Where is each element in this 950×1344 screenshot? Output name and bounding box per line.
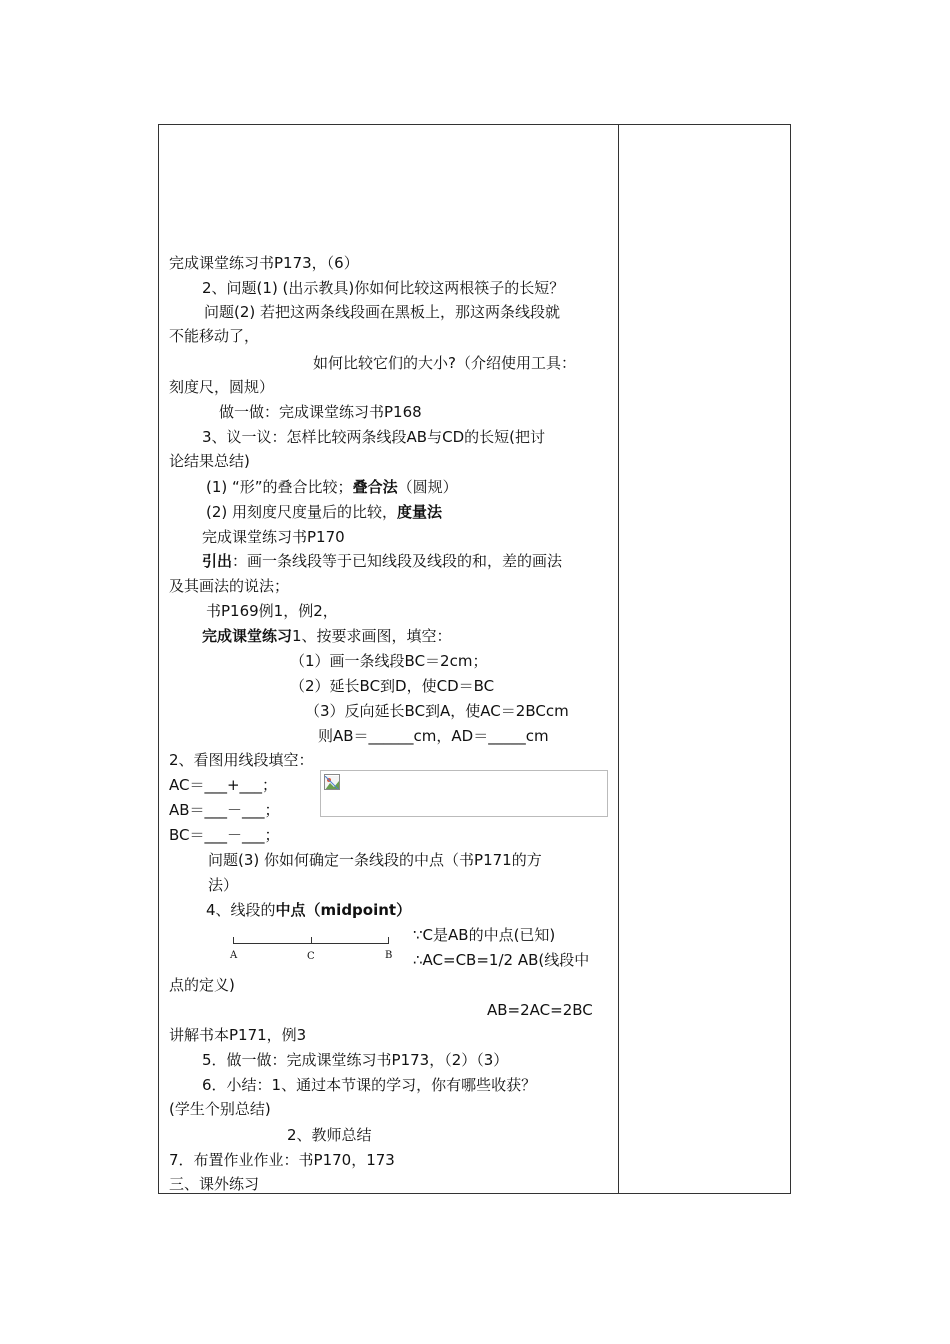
segment-ab [233, 943, 389, 944]
text-line: （2）延长BC到D，使CD＝BC [290, 677, 495, 695]
text-line: 2、教师总结 [287, 1126, 372, 1144]
text-line: 刻度尺，圆规） [169, 378, 275, 396]
label-point-c: C [307, 951, 315, 962]
text-line: 不能移动了， [169, 327, 260, 345]
text-line: （3）反向延长BC到A，使AC＝2BCcm [305, 702, 569, 720]
text-line: 完成课堂练习1、按要求画图，填空： [202, 627, 452, 645]
text-line: AB＝___－___； [169, 801, 280, 819]
text-line: 5．做一做：完成课堂练习书P173，（2）（3） [202, 1051, 509, 1069]
tick-c [311, 937, 312, 943]
text-line: AB=2AC=2BC [487, 1001, 593, 1019]
text-line: 6．小结：1、通过本节课的学习，你有哪些收获？ [202, 1076, 537, 1094]
text-line: (1) “形”的叠合比较；叠合法（圆规） [206, 478, 458, 496]
text-line: 如何比较它们的大小?（介绍使用工具： [313, 354, 576, 372]
text-line: 三、课外练习 [169, 1175, 260, 1193]
broken-image-icon-graphic [325, 776, 339, 790]
text-line: (2) 用刻度尺度量后的比较，度量法 [206, 503, 443, 521]
text-line: 做一做：完成课堂练习书P168 [219, 403, 422, 421]
text-line: 2、看图用线段填空： [169, 751, 314, 769]
text-line: 及其画法的说法； [169, 577, 290, 595]
text-line: 法） [208, 876, 239, 894]
text-line: BC＝___－___； [169, 826, 280, 844]
text-line: 3、议一议：怎样比较两条线段AB与CD的长短(把讨 [202, 428, 545, 446]
text-line: 点的定义) [169, 976, 235, 994]
text-line: ∵C是AB的中点(已知) [413, 926, 556, 944]
text-line: AC＝___+___； [169, 776, 278, 794]
text-line: 7．布置作业作业：书P170，173 [169, 1151, 395, 1169]
image-placeholder [320, 770, 608, 817]
text-line: 则AB＝______cm，AD＝_____cm [318, 727, 549, 745]
tick-b [388, 937, 389, 943]
column-divider [618, 124, 619, 1194]
text-line: （1）画一条线段BC＝2cm； [290, 652, 488, 670]
text-line: 完成课堂练习书P173，（6） [169, 254, 359, 272]
text-line: (学生个别总结) [169, 1100, 271, 1118]
tick-a [233, 937, 234, 943]
label-point-a: A [230, 950, 238, 961]
text-line: 问题(3) 你如何确定一条线段的中点（书P171的方 [208, 851, 542, 869]
text-line: ∴AC=CB=1/2 AB(线段中 [413, 951, 590, 969]
text-line: 问题(2) 若把这两条线段画在黑板上，那这两条线段就 [204, 303, 561, 321]
text-line: 完成课堂练习书P170 [202, 528, 345, 546]
text-line: 讲解书本P171，例3 [169, 1026, 307, 1044]
broken-image-icon [324, 774, 340, 790]
text-line: 2、问题(1) (出示教具)你如何比较这两根筷子的长短？ [202, 279, 565, 297]
text-line: 引出：画一条线段等于已知线段及线段的和，差的画法 [202, 552, 563, 570]
text-line: 论结果总结) [169, 452, 250, 470]
label-point-b: B [385, 950, 393, 961]
text-line: 4、线段的中点（midpoint） [206, 901, 412, 919]
text-line: 书P169例1，例2， [206, 602, 338, 620]
